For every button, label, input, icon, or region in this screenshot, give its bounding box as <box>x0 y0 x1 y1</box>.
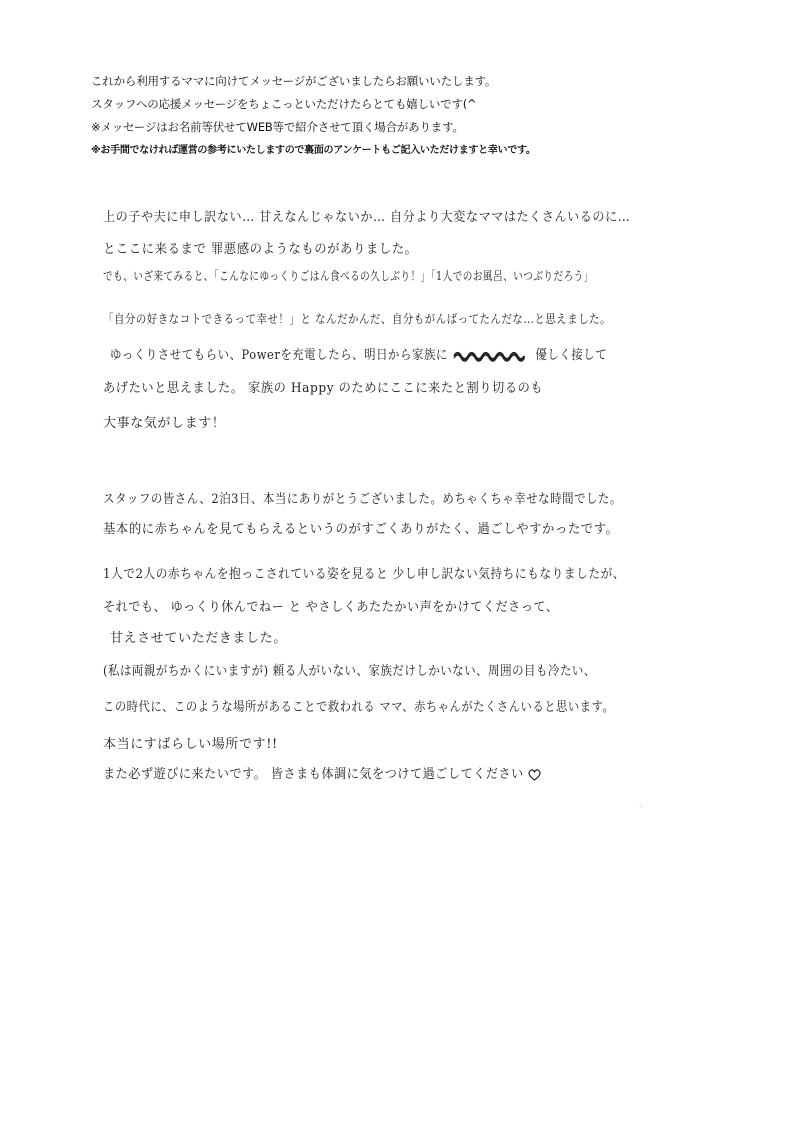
message-line: それでも、 ゆっくり休んでねー と やさしくあたたかい声をかけてくださって、 <box>103 600 559 615</box>
message-line: あげたいと思えました。 家族の Happy のためにここに来たと割り切るのも <box>103 381 544 396</box>
instructions-header <box>91 70 731 162</box>
message-line: 基本的に赤ちゃんを見てもらえるというのがすごくありがたく、過ごしやすかったです。 <box>103 522 619 537</box>
message-line: また必ず遊びに来たいです。 皆さまも体調に気をつけて過ごしてください <box>103 767 524 782</box>
message-line: 本当にすばらしい場所です!! <box>103 737 278 752</box>
message-line-with-heart <box>103 763 541 782</box>
message-line: でも、いざ来てみると、「こんなにゆっくりごはん食べるの久しぶり！」「1人でのお風呂、いつぶりだろう」 <box>103 269 594 283</box>
message-line: 上の子や夫に申し訳ない… 甘えなんじゃないか… 自分より大変なママはたくさんいるのに… <box>103 210 631 225</box>
paper-speck: ·̈ <box>640 803 643 812</box>
message-line: とここに来るまで 罪悪感のようなものがありました。 <box>103 242 418 257</box>
instruction-line-1: これから利用するママに向けてメッセージがございましたらお願いいたします。 <box>91 74 497 88</box>
message-line: この時代に、このような場所があることで救われる ママ、赤ちゃんがたくさんいると思います。 <box>103 700 615 715</box>
message-line: (私は両親がちかくにいますが) 頼る人がいない、家族だけしかいない、周囲の目も冷たい、 <box>103 664 596 679</box>
message-line-with-correction <box>110 344 607 363</box>
message-line: ゆっくりさせてもらい、Powerを充電したら、明日から家族に <box>110 348 448 363</box>
message-line: 大事な気がします！ <box>103 416 226 431</box>
instruction-line-3: ※メッセージはお名前等伏せてWEB等で紹介させて頂く場合があります。 <box>91 120 464 134</box>
message-line: 1人で2人の赤ちゃんを抱っこされている姿を見ると 少し申し訳ない気持ちにもなりましたが、 <box>103 567 626 582</box>
heart-icon <box>528 769 541 781</box>
message-line: 優しく接して <box>535 348 608 363</box>
message-line: スタッフの皆さん、2泊3日、本当にありがとうございました。めちゃくちゃ幸せな時間でした。 <box>103 492 622 507</box>
instruction-line-2: スタッフへの応援メッセージをちょこっといただけたらとても嬉しいです(^ <box>91 97 477 111</box>
message-line: 甘えさせていただきました。 <box>110 631 287 646</box>
message-line: 「自分の好きなコトできるって幸せ！」と なんだかんだ、自分もがんばってたんだな…と思えました。 <box>103 312 612 326</box>
instruction-line-4: ※お手間でなければ運営の参考にいたしますので裏面のアンケートもご記入いただけますと幸いです。 <box>91 145 536 156</box>
crossed-out-text <box>452 349 531 363</box>
